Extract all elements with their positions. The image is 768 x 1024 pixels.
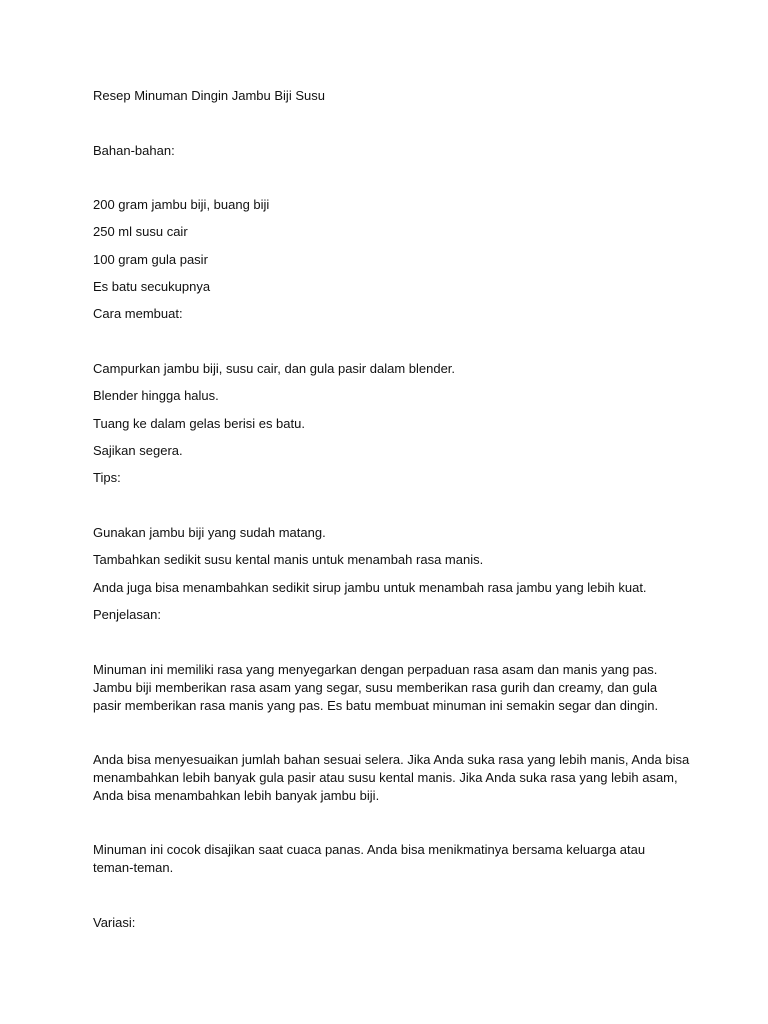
paragraph-line: teman-teman. (93, 860, 174, 875)
paragraph-line: Jambu biji memberikan rasa asam yang segar, susu memberikan rasa gurih dan creamy, dan gula (93, 680, 658, 695)
tip-item: Tambahkan sedikit susu kental manis untuk menambah rasa manis. (93, 552, 484, 567)
explanation-paragraph (93, 661, 693, 715)
ingredient-item: 200 gram jambu biji, buang biji (93, 197, 270, 212)
method-step: Campurkan jambu biji, susu cair, dan gula pasir dalam blender. (93, 361, 456, 376)
method-heading: Cara membuat: (93, 306, 183, 321)
document-title: Resep Minuman Dingin Jambu Biji Susu (93, 88, 325, 103)
paragraph-line: Minuman ini memiliki rasa yang menyegarkan dengan perpaduan rasa asam dan manis yang pas. (93, 662, 658, 677)
explanation-paragraph (93, 751, 693, 805)
paragraph-line: Anda bisa menambahkan lebih banyak jambu biji. (93, 788, 380, 803)
ingredient-item: Es batu secukupnya (93, 279, 211, 294)
paragraph-line: menambahkan lebih banyak gula pasir atau susu kental manis. Jika Anda suka rasa yang lebih asam, (93, 770, 678, 785)
paragraph-line: pasir memberikan rasa manis yang pas. Es batu membuat minuman ini semakin segar dan dingin. (93, 698, 659, 713)
variation-heading: Variasi: (93, 915, 136, 930)
method-step: Tuang ke dalam gelas berisi es batu. (93, 416, 305, 431)
paragraph-line: Minuman ini cocok disajikan saat cuaca panas. Anda bisa menikmatinya bersama keluarga atau (93, 842, 646, 857)
ingredient-item: 100 gram gula pasir (93, 252, 208, 267)
ingredient-item: 250 ml susu cair (93, 224, 188, 239)
ingredients-heading: Bahan-bahan: (93, 143, 175, 158)
tip-item: Gunakan jambu biji yang sudah matang. (93, 525, 326, 540)
tip-item: Anda juga bisa menambahkan sedikit sirup jambu untuk menambah rasa jambu yang lebih kuat. (93, 580, 647, 595)
explanation-paragraph (93, 841, 693, 877)
method-step: Sajikan segera. (93, 443, 183, 458)
paragraph-line: Anda bisa menyesuaikan jumlah bahan sesuai selera. Jika Anda suka rasa yang lebih manis, Anda bisa (93, 752, 690, 767)
method-step: Blender hingga halus. (93, 388, 219, 403)
explanation-heading: Penjelasan: (93, 607, 161, 622)
tips-heading: Tips: (93, 470, 121, 485)
